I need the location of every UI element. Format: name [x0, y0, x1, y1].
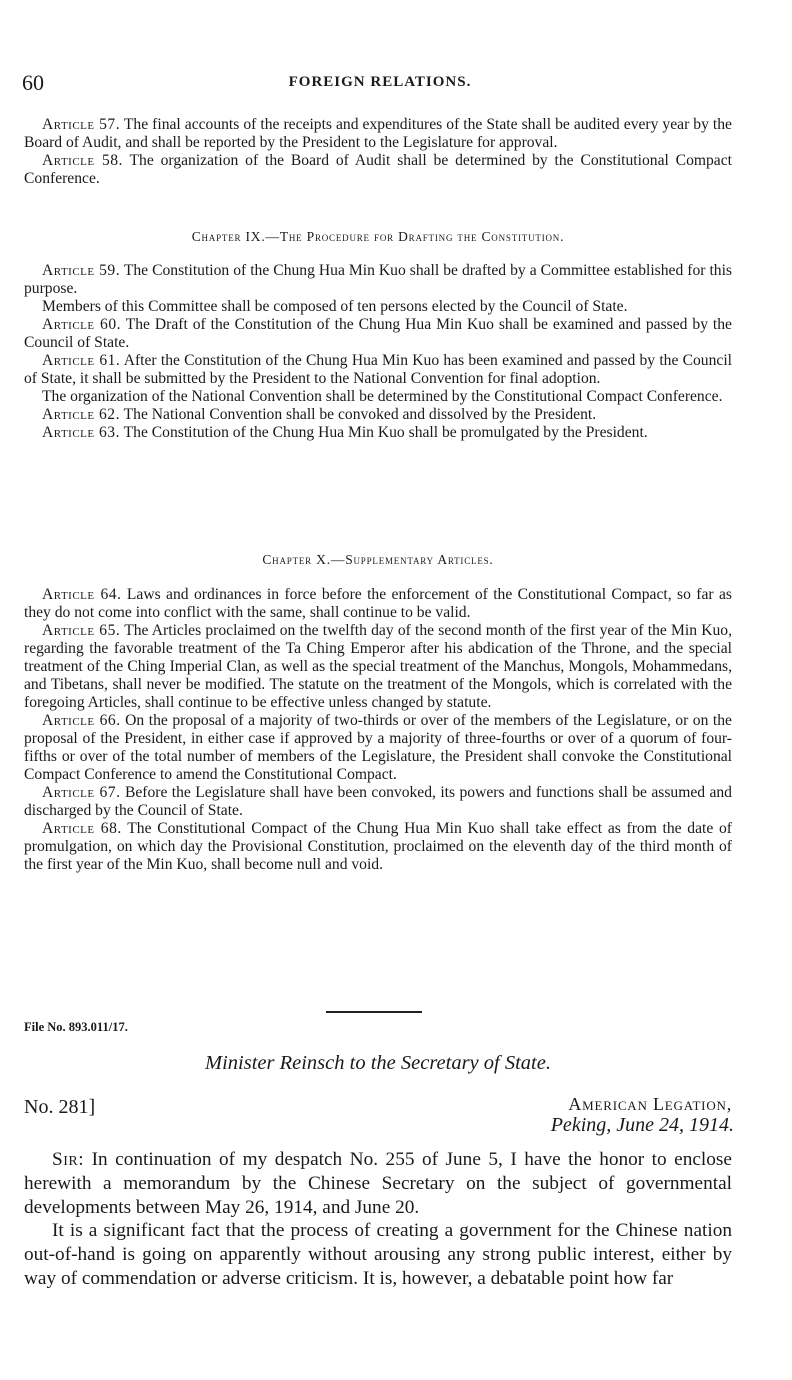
article-text: On the proposal of a majority of two-thirds or over of the members of the Legislature, or on the proposal of the President, in either case if approved by a majority of three-fourths or over of a quorum of four-fifths or over of the total number of members of the Legislature, the President shall convoke the Constitutional Compact Conference to amend the Constitutional Compact.	[24, 712, 732, 783]
letter-paragraph	[24, 1219, 732, 1290]
running-title: FOREIGN RELATIONS.	[288, 74, 472, 90]
chapter-x-heading	[24, 552, 732, 568]
chapter-x-articles	[24, 586, 732, 874]
article-text: The Articles proclaimed on the twelfth day of the second month of the first year of the Min Kuo, regarding the favorable treatment of the Ta Ching Emperor after his abdication of the Throne, and the special treatment of the Ching Imperial Clan, as well as the special treatment of the Manchus, Mongols, Mohammedans, and Tibetans, shall never be modified. The statute on the treatment of the Mongols, which is correlated with the foregoing Articles, shall continue to be effective unless changed by statute.	[24, 622, 732, 711]
article-paragraph	[24, 622, 732, 712]
letter-paragraph	[24, 1148, 732, 1219]
article-text: After the Constitution of the Chung Hua Min Kuo has been examined and passed by the Council of State, it shall be submitted by the President to the National Convention for final adoption.	[24, 352, 732, 387]
chapter-title: —The Procedure for Drafting the Constitution.	[265, 229, 565, 244]
article-text: The Draft of the Constitution of the Chung Hua Min Kuo shall be examined and passed by the Council of State.	[24, 316, 732, 351]
legation-name: American Legation,	[568, 1094, 732, 1114]
article-paragraph	[24, 262, 732, 298]
chapter-ix-heading	[24, 229, 732, 245]
salutation: Sir:	[52, 1149, 85, 1170]
article-paragraph	[24, 116, 732, 152]
document-title: Minister Reinsch to the Secretary of State.	[205, 1052, 551, 1074]
article-text: The Constitution of the Chung Hua Min Kuo shall be drafted by a Committee established for this purpose.	[24, 262, 732, 297]
place-date: Peking, June 24, 1914.	[550, 1114, 734, 1136]
article-paragraph	[24, 712, 732, 784]
article-paragraph	[24, 316, 732, 352]
article-paragraph	[24, 586, 732, 622]
article-label: Article 68.	[42, 820, 122, 837]
article-paragraph	[24, 352, 732, 388]
article-label: Article 60.	[42, 316, 122, 333]
letter-body	[24, 1148, 732, 1291]
chapter-number: Chapter IX.	[191, 229, 266, 244]
article-label: Article 58.	[42, 152, 123, 169]
article-label: Article 61.	[42, 352, 121, 369]
article-text: The final accounts of the receipts and expenditures of the State shall be audited every year by the Board of Audit, and shall be reported by the President to the Legislature for approval.	[24, 116, 732, 151]
article-label: Article 57.	[42, 116, 121, 133]
article-label: Article 63.	[42, 424, 120, 441]
article-label: Article 66.	[42, 712, 121, 729]
file-number: File No. 893.011/17.	[24, 1020, 128, 1034]
page-number: 60	[22, 70, 44, 95]
article-paragraph	[24, 152, 732, 188]
article-label: Article 64.	[42, 586, 122, 603]
article-paragraph	[24, 406, 732, 424]
section-divider	[326, 1011, 422, 1013]
chapter-number: Chapter X.	[262, 552, 331, 567]
articles-57-58	[24, 116, 732, 188]
article-label: Article 59.	[42, 262, 121, 279]
article-paragraph	[24, 820, 732, 874]
article-label: Article 67.	[42, 784, 121, 801]
letter-text: In continuation of my despatch No. 255 of June 5, I have the honor to enclose herewith a memorandum by the Chinese Secretary on the subject of governmental developments between May 26, 1914, and June 20.	[24, 1149, 732, 1218]
article-text: The organization of the National Convention shall be determined by the Constitutional Compact Conference.	[42, 388, 723, 405]
chapter-ix-articles	[24, 262, 732, 442]
article-text: The National Convention shall be convoked and dissolved by the President.	[123, 406, 597, 423]
page-header	[22, 70, 738, 100]
article-text: Before the Legislature shall have been convoked, its powers and functions shall be assumed and discharged by the Council of State.	[24, 784, 732, 819]
article-paragraph	[24, 298, 732, 316]
chapter-title: —Supplementary Articles.	[330, 552, 494, 567]
article-label: Article 62.	[42, 406, 120, 423]
letter-text: It is a significant fact that the process of creating a government for the Chinese nation out-of-hand is going on apparently without arousing any strong public interest, either by way of commendation or adverse criticism. It is, however, a debatable point how far	[24, 1220, 732, 1289]
article-text: The organization of the Board of Audit shall be determined by the Constitutional Compact Conference.	[24, 152, 732, 187]
article-text: The Constitutional Compact of the Chung Hua Min Kuo shall take effect as from the date of promulgation, on which day the Provisional Constitution, proclaimed on the eleventh day of the third month of the first year of the Min Kuo, shall become null and void.	[24, 820, 732, 873]
article-paragraph	[24, 424, 732, 442]
article-label: Article 65.	[42, 622, 121, 639]
article-text: Members of this Committee shall be composed of ten persons elected by the Council of State.	[42, 298, 628, 315]
despatch-number: No. 281]	[24, 1096, 96, 1118]
article-paragraph	[24, 784, 732, 820]
article-text: The Constitution of the Chung Hua Min Kuo shall be promulgated by the President.	[123, 424, 648, 441]
article-paragraph	[24, 388, 732, 406]
article-text: Laws and ordinances in force before the enforcement of the Constitutional Compact, so far as they do not come into conflict with the same, shall continue to be valid.	[24, 586, 732, 621]
